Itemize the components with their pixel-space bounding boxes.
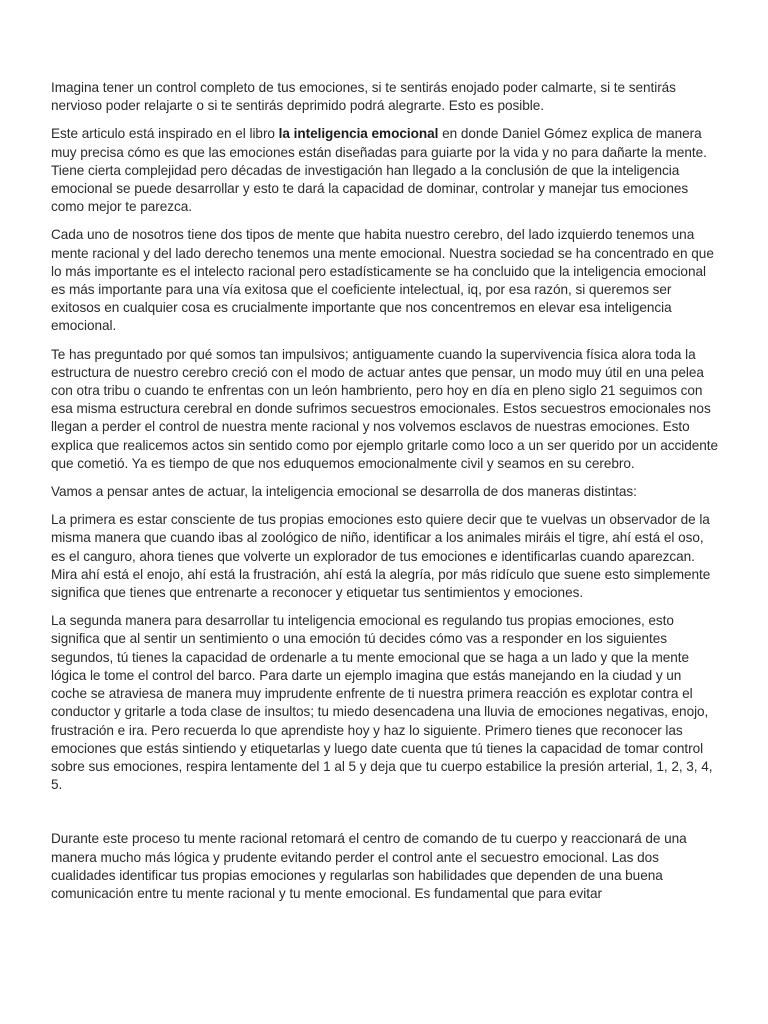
paragraph-book-reference: [51, 125, 719, 216]
paragraph-first-way: La primera es estar consciente de tus propias emociones esto quiere decir que te vuelvas un observador de la misma manera que cuando ibas al zoológico de niño, identificar a los animales miráis el tigre, ahí está el oso, es el canguro, ahora tienes que volverte un explorador de tus emociones e identificarlas cuando aparezcan. Mira ahí está el enojo, ahí está la frustración, ahí está la alegría, por más ridículo que suene esto simplemente significa que tienes que entrenarte a reconocer y etiquetar tus sentimientos y emociones.: [51, 512, 711, 601]
paragraph-intro: Imagina tener un control completo de tus emociones, si te sentirás enojado poder calmarte, si te sentirás nervioso poder relajarte o si te sentirás deprimido podrá alegrarte. Esto es posible.: [51, 80, 676, 114]
paragraph-two-minds: Cada uno de nosotros tiene dos tipos de mente que habita nuestro cerebro, del lado izquierdo tenemos una mente racional y del lado derecho tenemos una mente emocional. Nuestra sociedad se ha concentrado en que lo más importante es el intelecto racional pero estadísticamente se ha concluido que la inteligencia emocional es más importante para una vía exitosa que el coeficiente intelectual, iq, por esa razón, si queremos ser exitosos en cualquier cosa es crucialmente importante que nos concentremos en elevar esa inteligencia emocional.: [51, 227, 714, 334]
paragraph-two-ways: Vamos a pensar antes de actuar, la inteligencia emocional se desarrolla de dos maneras distintas:: [51, 484, 637, 500]
paragraph-conclusion: Durante este proceso tu mente racional retomará el centro de comando de tu cuerpo y reaccionará de una manera mucho más lógica y prudente evitando perder el control ante el secuestro emocional. Las dos cualidades identificar tus propias emociones y regularlas son habilidades que dependen de una buena comunicación entre tu mente racional y tu mente emocional. Es fundamental que para evitar: [51, 831, 687, 901]
paragraph-spacer: [51, 804, 719, 830]
document-page: [51, 79, 719, 913]
paragraph-second-way: La segunda manera para desarrollar tu inteligencia emocional es regulando tus propias emociones, esto significa que al sentir un sentimiento o una emoción tú decides cómo vas a responder en los siguientes segundos, tú tienes la capacidad de ordenarle a tu mente emocional que se haga a un lado y que la mente lógica le tome el control del barco. Para darte un ejemplo imagina que estás manejando en la ciudad y un coche se atraviesa de manera muy imprudente enfrente de ti nuestra primera reacción es explotar contra el conductor y gritarle a toda clase de insultos; tu miedo desencadena una lluvia de emociones negativas, enojo, frustración e ira. Pero recuerda lo que aprendiste hoy y haz lo siguiente. Primero tienes que reconocer las emociones que estás sintiendo y etiquetarlas y luego date cuenta que tú tienes la capacidad de tomar control sobre sus emociones, respira lentamente del 1 al 5 y deja que tu cuerpo estabilice la presión arterial, 1, 2, 3, 4, 5.: [51, 613, 713, 793]
paragraph-book-text-before: Este articulo está inspirado en el libro: [51, 126, 279, 142]
book-title: la inteligencia emocional: [278, 126, 439, 142]
paragraph-impulsive: Te has preguntado por qué somos tan impulsivos; antiguamente cuando la supervivencia física alora toda la estructura de nuestro cerebro creció con el modo de actuar antes que pensar, un modo muy útil en una pelea con otra tribu o cuando te enfrentas con un león hambriento, pero hoy en día en pleno siglo 21 seguimos con esa misma estructura cerebral en donde sufrimos secuestros emocionales. Estos secuestros emocionales nos llegan a perder el control de nuestra mente racional y nos volvemos esclavos de nuestras emociones. Esto explica que realicemos actos sin sentido como por ejemplo gritarle como loco a un ser querido por un accidente que cometió. Ya es tiempo de que nos eduquemos emocionalmente civil y seamos en su cerebro.: [51, 346, 719, 471]
paragraph-book-text-after: en donde Daniel Gómez explica de manera muy precisa cómo es que las emociones están diseñadas para guiarte por la vida y no para dañarte la mente. Tiene cierta complejidad pero décadas de investigación han llegado a la conclusión de que la inteligencia emocional se puede desarrollar y esto te dará la capacidad de dominar, controlar y manejar tus emociones como mejor te parezca.: [51, 126, 707, 215]
